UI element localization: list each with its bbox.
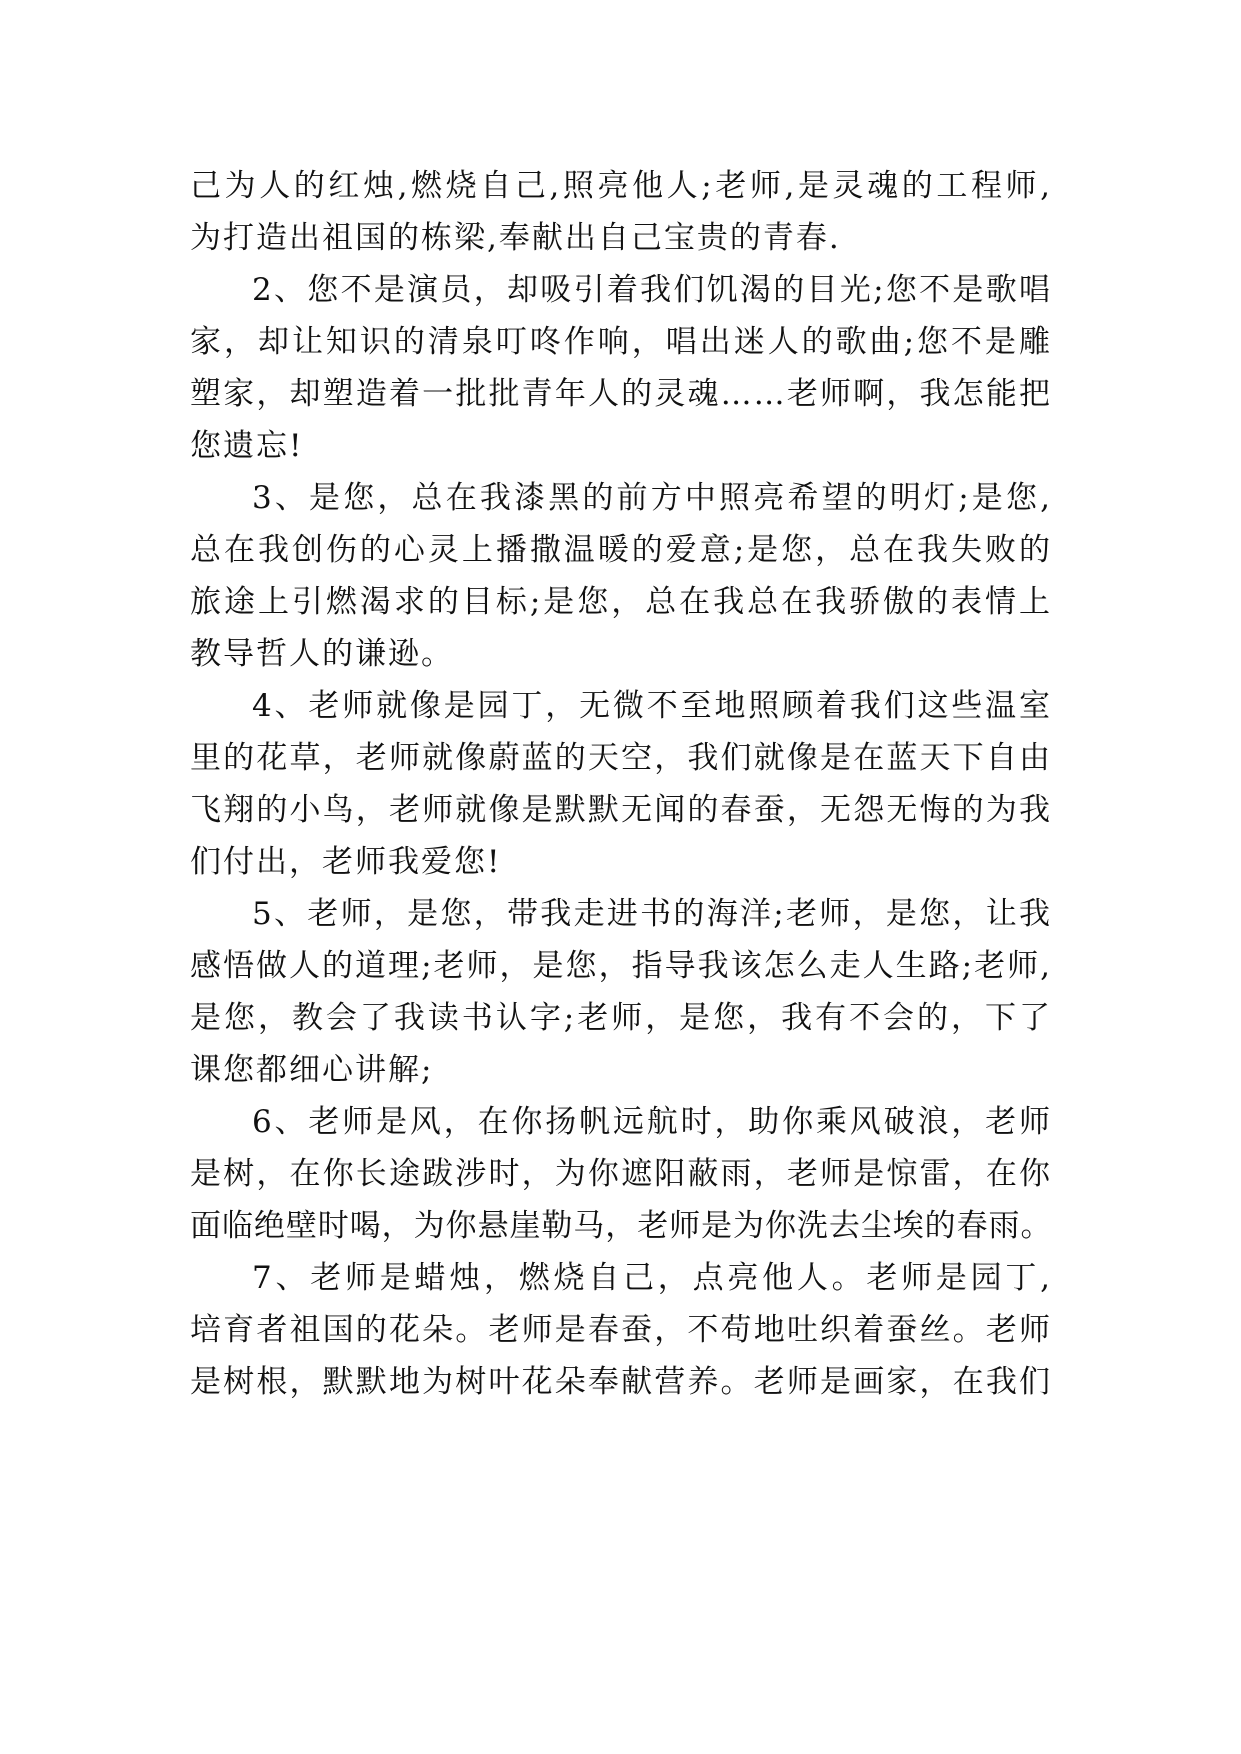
body-text xyxy=(190,160,1052,1408)
text-line: 里的花草，老师就像蔚蓝的天空，我们就像是在蓝天下自由 xyxy=(190,740,1052,776)
text-line: 家，却让知识的清泉叮咚作响，唱出迷人的歌曲;您不是雕 xyxy=(190,324,1052,360)
text-line: 您遗忘! xyxy=(190,428,304,464)
text-line: 7、老师是蜡烛，燃烧自己，点亮他人。老师是园丁, xyxy=(252,1260,1052,1296)
text-line: 课您都细心讲解; xyxy=(190,1052,434,1088)
text-line: 总在我创伤的心灵上播撒温暖的爱意;是您，总在我失败的 xyxy=(190,532,1052,568)
text-line: 3、是您，总在我漆黑的前方中照亮希望的明灯;是您, xyxy=(252,480,1052,516)
text-line: 培育者祖国的花朵。老师是春蚕，不苟地吐织着蚕丝。老师 xyxy=(190,1312,1052,1348)
text-line: 2、您不是演员，却吸引着我们饥渴的目光;您不是歌唱 xyxy=(252,272,1052,308)
text-line: 飞翔的小鸟，老师就像是默默无闻的春蚕，无怨无悔的为我 xyxy=(190,792,1052,828)
text-line: 教导哲人的谦逊。 xyxy=(190,636,454,672)
text-line: 5、老师，是您，带我走进书的海洋;老师，是您，让我 xyxy=(252,896,1052,932)
text-line: 为打造出祖国的栋梁,奉献出自己宝贵的青春. xyxy=(190,220,841,256)
text-line: 感悟做人的道理;老师，是您，指导我该怎么走人生路;老师, xyxy=(190,948,1052,984)
text-line: 是您，教会了我读书认字;老师，是您，我有不会的，下了 xyxy=(190,1000,1052,1036)
text-line: 是树根，默默地为树叶花朵奉献营养。老师是画家，在我们 xyxy=(190,1364,1052,1400)
text-line: 6、老师是风，在你扬帆远航时，助你乘风破浪，老师 xyxy=(252,1104,1052,1140)
text-line: 塑家，却塑造着一批批青年人的灵魂……老师啊，我怎能把 xyxy=(190,376,1052,412)
text-line: 4、老师就像是园丁，无微不至地照顾着我们这些温室 xyxy=(252,688,1052,724)
text-line: 面临绝壁时喝，为你悬崖勒马，老师是为你洗去尘埃的春雨。 xyxy=(190,1208,1052,1244)
text-line: 们付出，老师我爱您! xyxy=(190,844,502,880)
text-line: 是树，在你长途跋涉时，为你遮阳蔽雨，老师是惊雷，在你 xyxy=(190,1156,1052,1192)
text-line: 己为人的红烛,燃烧自己,照亮他人;老师,是灵魂的工程师, xyxy=(190,168,1052,204)
text-line: 旅途上引燃渴求的目标;是您，总在我总在我骄傲的表情上 xyxy=(190,584,1052,620)
